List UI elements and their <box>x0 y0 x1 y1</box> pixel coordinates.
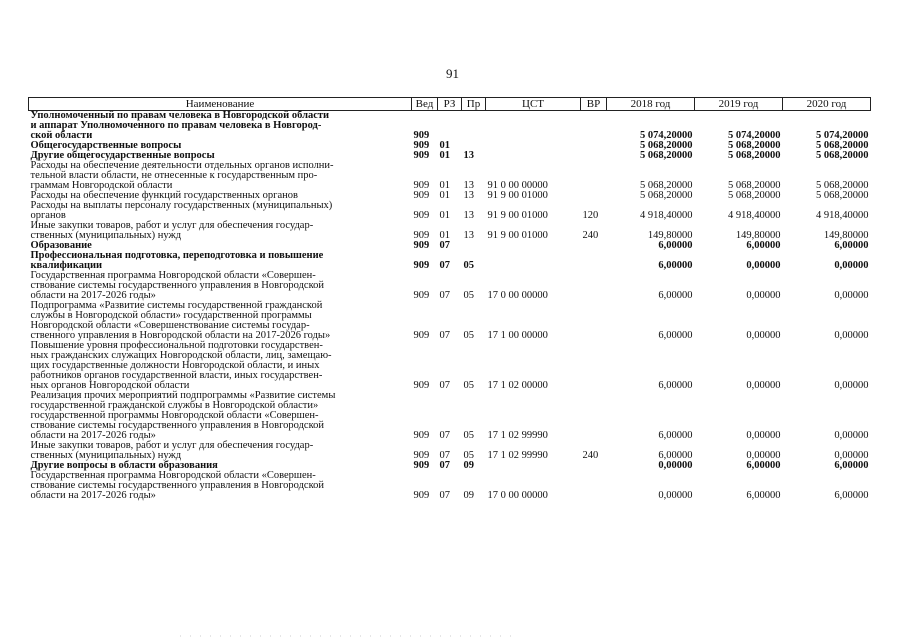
cell-y2019: 0,00000 <box>746 330 781 341</box>
cell-ved: 909 <box>413 290 430 301</box>
cell-vr <box>581 341 607 391</box>
cell-y2019: 6,00000 <box>746 240 781 251</box>
row-name-line: Расходы на обеспечение деятельности отдельных органов исполни- <box>30 160 334 171</box>
row-name-line: работников органов государственной власти, иных государствен- <box>30 370 323 381</box>
cell-y2019: 0,00000 <box>746 450 781 461</box>
cell-ved: 909 <box>413 130 430 141</box>
cell-rz <box>438 111 462 142</box>
cell-ved: 909 <box>413 450 430 461</box>
cell-pr: 13 <box>463 150 474 161</box>
cell-ved: 909 <box>413 180 430 191</box>
row-name <box>29 201 412 221</box>
cell-y2020: 6,00000 <box>834 490 869 501</box>
cell-cst <box>486 111 581 142</box>
row-name-line: государственной гражданской службы в Новгородской области» <box>30 400 319 411</box>
table-body <box>29 111 871 502</box>
row-name <box>29 221 412 241</box>
row-name-line: ствование системы государственного управления в Новгородской <box>30 480 325 491</box>
cell-vr <box>581 111 607 142</box>
row-name-line: Другие общегосударственные вопросы <box>30 150 215 161</box>
cell-y2019: 5 068,20000 <box>728 140 781 151</box>
cell-vr <box>581 271 607 301</box>
cell-ved: 909 <box>413 150 430 161</box>
row-name-line: Общегосударственные вопросы <box>30 140 182 151</box>
page-number: 91 <box>446 66 459 81</box>
cell-pr: 13 <box>463 180 474 191</box>
header-cst: ЦСТ <box>486 98 581 111</box>
header-pr: Пр <box>462 98 486 111</box>
cell-y2019: 5 068,20000 <box>728 190 781 201</box>
cell-y2018: 6,00000 <box>658 430 693 441</box>
cell-ved: 909 <box>413 230 430 241</box>
cell-y2019: 0,00000 <box>746 380 781 391</box>
header-2019: 2019 год <box>695 98 783 111</box>
cell-ved: 909 <box>413 490 430 501</box>
row-name-line: Профессиональная подготовка, переподготовка и повышение <box>30 250 324 261</box>
cell-ved: 909 <box>413 210 430 221</box>
cell-rz: 01 <box>439 210 450 221</box>
cell-y2019: 0,00000 <box>746 290 781 301</box>
cell-cst <box>486 251 581 271</box>
cell-pr: 13 <box>463 230 474 241</box>
cell-cst: 17 1 02 99990 <box>487 450 548 461</box>
header-rz: РЗ <box>438 98 462 111</box>
cell-vr <box>581 461 607 471</box>
cell-y2020: 0,00000 <box>834 450 869 461</box>
cell-vr <box>581 191 607 201</box>
cell-rz: 01 <box>439 190 450 201</box>
row-name-line: Реализация прочих мероприятий подпрограммы «Развитие системы <box>30 390 336 401</box>
cell-vr <box>581 241 607 251</box>
table-row <box>29 161 871 191</box>
row-name-line: Повышение уровня профессиональной подготовки государствен- <box>30 340 323 351</box>
cell-y2020: 149,80000 <box>823 230 869 241</box>
row-name-line: граммам Новгородской области <box>30 180 173 191</box>
cell-pr: 05 <box>463 380 474 391</box>
row-name <box>29 251 412 271</box>
cell-y2018: 5 068,20000 <box>640 180 693 191</box>
row-name-line: Другие вопросы в области образования <box>30 460 218 471</box>
cell-vr: 240 <box>582 450 599 461</box>
row-name-line: ных органов Новгородской области <box>30 380 190 391</box>
cell-rz: 07 <box>439 380 450 391</box>
cell-y2018: 0,00000 <box>658 460 693 471</box>
row-name-line: области на 2017-2026 годы» <box>30 430 156 441</box>
table-row <box>29 201 871 221</box>
row-name <box>29 161 412 191</box>
cell-y2020: 0,00000 <box>834 380 869 391</box>
row-name-line: Государственная программа Новгородской области «Совершен- <box>30 270 316 281</box>
cell-y2020: 5 074,20000 <box>816 130 869 141</box>
cell-rz: 01 <box>439 230 450 241</box>
header-ved: Вед <box>412 98 438 111</box>
table-row <box>29 251 871 271</box>
cell-rz: 01 <box>439 150 450 161</box>
table-header-row <box>29 98 871 111</box>
cell-pr: 05 <box>463 330 474 341</box>
cell-cst: 91 0 00 00000 <box>487 180 548 191</box>
cell-y2020: 0,00000 <box>834 330 869 341</box>
row-name-line: Государственная программа Новгородской области «Совершен- <box>30 470 316 481</box>
row-name <box>29 441 412 461</box>
cell-cst <box>486 151 581 161</box>
cell-y2020: 0,00000 <box>834 430 869 441</box>
row-name <box>29 341 412 391</box>
cell-ved: 909 <box>413 140 430 151</box>
row-name-line: ствование системы государственного управления в Новгородской <box>30 420 325 431</box>
cell-cst: 17 0 00 00000 <box>487 490 548 501</box>
cell-rz: 07 <box>439 490 450 501</box>
cell-y2020: 5 068,20000 <box>816 150 869 161</box>
cell-y2018: 6,00000 <box>658 330 693 341</box>
header-name: Наименование <box>29 98 412 111</box>
row-name-line: ственного управления в Новгородской области на 2017-2026 годы» <box>30 330 331 341</box>
cell-y2018: 6,00000 <box>658 450 693 461</box>
cell-rz: 01 <box>439 180 450 191</box>
cell-y2018: 5 074,20000 <box>640 130 693 141</box>
cell-y2018: 4 918,40000 <box>640 210 693 221</box>
cell-ved: 909 <box>413 240 430 251</box>
cell-vr: 120 <box>582 210 599 221</box>
row-name-line: Образование <box>30 240 92 251</box>
cell-y2020: 5 068,20000 <box>816 140 869 151</box>
cell-cst: 91 9 00 01000 <box>487 210 548 221</box>
cell-y2018: 5 068,20000 <box>640 190 693 201</box>
table-row <box>29 341 871 391</box>
row-name-line: ственных (муниципальных) нужд <box>30 450 182 461</box>
header-2018: 2018 год <box>607 98 695 111</box>
cell-cst <box>486 461 581 471</box>
cell-y2019: 5 068,20000 <box>728 180 781 191</box>
cell-y2019: 4 918,40000 <box>728 210 781 221</box>
cell-cst: 17 0 00 00000 <box>487 290 548 301</box>
row-name <box>29 471 412 501</box>
cell-y2020: 6,00000 <box>834 460 869 471</box>
cell-ved: 909 <box>413 430 430 441</box>
cell-pr: 13 <box>463 210 474 221</box>
table-row <box>29 391 871 441</box>
cell-vr <box>581 301 607 341</box>
row-name-line: квалификации <box>30 260 103 271</box>
cell-vr <box>581 161 607 191</box>
cell-cst <box>486 241 581 251</box>
cell-y2019: 5 068,20000 <box>728 150 781 161</box>
cell-y2019: 149,80000 <box>735 230 781 241</box>
cell-rz: 07 <box>439 260 450 271</box>
row-name-line: и аппарат Уполномоченного по правам человека в Новгород- <box>30 120 322 131</box>
cell-y2019: 6,00000 <box>746 460 781 471</box>
row-name-line: ствование системы государственного управления в Новгородской <box>30 280 325 291</box>
cell-rz: 01 <box>439 140 450 151</box>
cell-pr <box>462 241 486 251</box>
cell-ved: 909 <box>413 330 430 341</box>
row-name-line: области на 2017-2026 годы» <box>30 490 156 501</box>
row-name <box>29 391 412 441</box>
cell-vr: 240 <box>582 230 599 241</box>
row-name-line: ской области <box>30 130 93 141</box>
row-name-line: Расходы на выплаты персоналу государственных (муниципальных) <box>30 200 333 211</box>
cell-vr <box>581 471 607 501</box>
cell-ved: 909 <box>413 460 430 471</box>
table-row <box>29 271 871 301</box>
row-name-line: Уполномоченный по правам человека в Новгородской области <box>30 110 330 121</box>
cell-y2020: 5 068,20000 <box>816 190 869 201</box>
cell-y2019: 0,00000 <box>746 260 781 271</box>
table-row <box>29 221 871 241</box>
row-name-line: Подпрограмма «Развитие системы государственной гражданской <box>30 300 323 311</box>
cell-vr <box>581 141 607 151</box>
row-name-line: государственной программы Новгородской области «Совершен- <box>30 410 319 421</box>
row-name-line: Расходы на обеспечение функций государственных органов <box>30 190 298 201</box>
cell-y2020: 5 068,20000 <box>816 180 869 191</box>
cell-cst: 91 9 00 01000 <box>487 230 548 241</box>
cell-y2018: 6,00000 <box>658 290 693 301</box>
cell-ved: 909 <box>413 260 430 271</box>
row-name-line: Новгородской области «Совершенствование системы государ- <box>30 320 310 331</box>
cell-pr <box>462 111 486 142</box>
cell-rz: 07 <box>439 290 450 301</box>
row-name <box>29 111 412 142</box>
row-name-line: тельной власти области, не отнесенные к государственным про- <box>30 170 318 181</box>
row-name-line: ственных (муниципальных) нужд <box>30 230 182 241</box>
cell-y2018: 6,00000 <box>658 240 693 251</box>
table-row <box>29 301 871 341</box>
cell-y2020: 6,00000 <box>834 240 869 251</box>
header-vr: ВР <box>581 98 607 111</box>
header-2020: 2020 год <box>783 98 871 111</box>
cell-cst: 17 1 02 00000 <box>487 380 548 391</box>
cell-y2018: 149,80000 <box>647 230 693 241</box>
budget-table <box>28 97 871 501</box>
cell-vr <box>581 251 607 271</box>
table-row <box>29 111 871 142</box>
cell-y2020: 0,00000 <box>834 260 869 271</box>
cell-cst: 17 1 02 99990 <box>487 430 548 441</box>
cell-ved: 909 <box>413 380 430 391</box>
row-name-line: области на 2017-2026 годы» <box>30 290 156 301</box>
table-row <box>29 471 871 501</box>
cell-rz: 07 <box>439 450 450 461</box>
cell-pr: 09 <box>463 490 474 501</box>
cell-rz: 07 <box>439 460 450 471</box>
cell-y2019: 6,00000 <box>746 490 781 501</box>
row-name <box>29 301 412 341</box>
cell-y2018: 5 068,20000 <box>640 140 693 151</box>
cell-pr: 09 <box>463 460 474 471</box>
cell-rz: 07 <box>439 430 450 441</box>
cell-y2020: 0,00000 <box>834 290 869 301</box>
cell-y2018: 5 068,20000 <box>640 150 693 161</box>
cell-y2018: 0,00000 <box>658 490 693 501</box>
cell-pr: 05 <box>463 430 474 441</box>
cell-y2019: 5 074,20000 <box>728 130 781 141</box>
cell-cst <box>486 141 581 151</box>
scan-noise <box>0 632 905 640</box>
cell-ved: 909 <box>413 190 430 201</box>
row-name-line: Иные закупки товаров, работ и услуг для обеспечения государ- <box>30 220 314 231</box>
row-name-line: щих государственные должности Новгородской области, и иных <box>30 360 320 371</box>
cell-rz: 07 <box>439 240 450 251</box>
cell-rz: 07 <box>439 330 450 341</box>
cell-pr: 05 <box>463 290 474 301</box>
cell-cst: 91 9 00 01000 <box>487 190 548 201</box>
cell-pr: 05 <box>463 450 474 461</box>
row-name-line: ных гражданских служащих Новгородской области, лиц, замещаю- <box>30 350 332 361</box>
cell-vr <box>581 391 607 441</box>
cell-vr <box>581 151 607 161</box>
cell-y2018: 6,00000 <box>658 380 693 391</box>
cell-pr: 05 <box>463 260 474 271</box>
row-name <box>29 271 412 301</box>
cell-cst: 17 1 00 00000 <box>487 330 548 341</box>
row-name-line: органов <box>30 210 66 221</box>
table-row <box>29 441 871 461</box>
cell-y2020: 4 918,40000 <box>816 210 869 221</box>
cell-y2019: 0,00000 <box>746 430 781 441</box>
row-name-line: Иные закупки товаров, работ и услуг для обеспечения государ- <box>30 440 314 451</box>
row-name-line: службы в Новгородской области» государственной программы <box>30 310 312 321</box>
cell-y2018: 6,00000 <box>658 260 693 271</box>
cell-pr: 13 <box>463 190 474 201</box>
